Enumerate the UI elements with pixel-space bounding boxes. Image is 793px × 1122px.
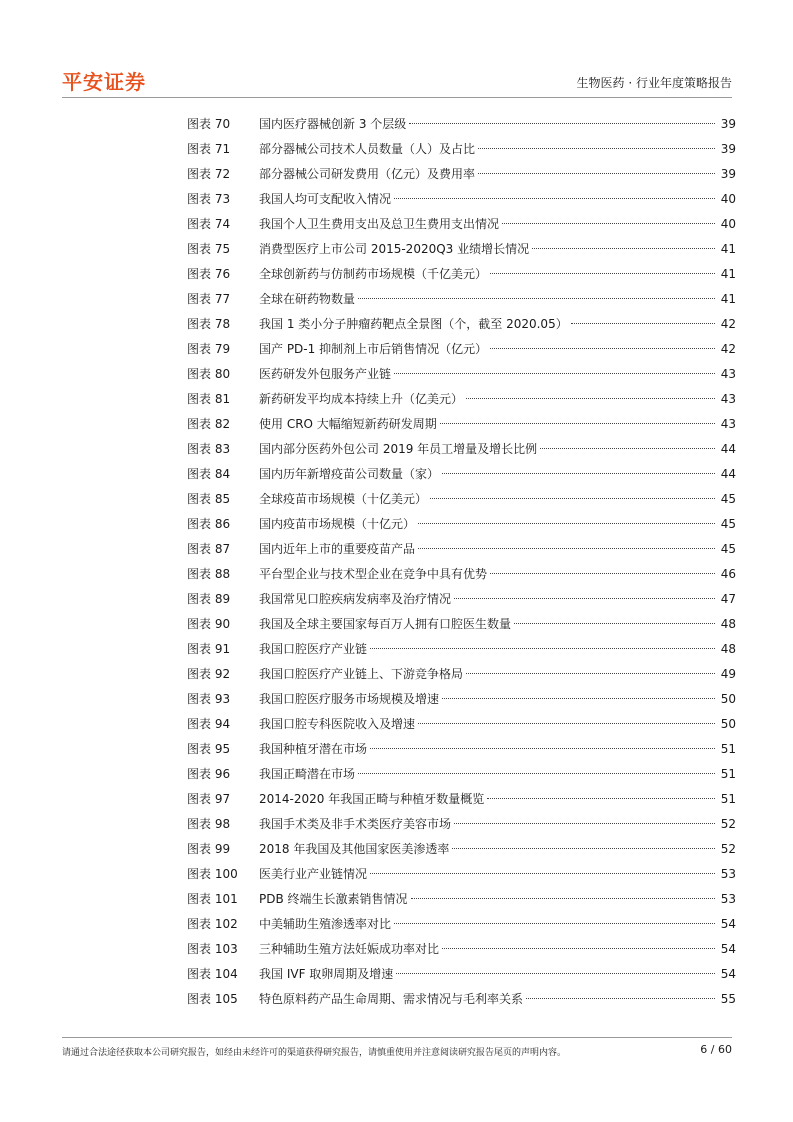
toc-dot-leader <box>487 798 715 799</box>
toc-entry-number: 图表 86 <box>187 517 231 531</box>
toc-entry-number: 图表 76 <box>187 267 231 281</box>
toc-entry[interactable] <box>187 112 736 137</box>
toc-entry-page: 41 <box>720 242 736 256</box>
toc-entry-title: 国内近年上市的重要疫苗产品 <box>259 542 416 556</box>
toc-entry[interactable] <box>187 262 736 287</box>
toc-entry-number: 图表 99 <box>187 842 231 856</box>
toc-entry-page: 54 <box>720 917 736 931</box>
toc-entry-page: 51 <box>720 767 736 781</box>
toc-entry-number: 图表 94 <box>187 717 231 731</box>
toc-dot-leader <box>370 873 715 874</box>
toc-entry[interactable] <box>187 862 736 887</box>
toc-entry-page: 40 <box>720 217 736 231</box>
toc-entry[interactable] <box>187 712 736 737</box>
toc-dot-leader <box>466 673 715 674</box>
toc-entry[interactable] <box>187 537 736 562</box>
toc-dot-leader <box>409 123 715 124</box>
toc-entry-page: 42 <box>720 342 736 356</box>
toc-entry-page: 53 <box>720 867 736 881</box>
toc-entry[interactable] <box>187 187 736 212</box>
toc-entry-number: 图表 79 <box>187 342 231 356</box>
toc-dot-leader <box>454 823 715 824</box>
toc-entry[interactable] <box>187 787 736 812</box>
toc-entry-number: 图表 103 <box>187 942 238 956</box>
toc-entry-number: 图表 93 <box>187 692 231 706</box>
toc-entry-page: 47 <box>720 592 736 606</box>
footer-disclaimer: 请通过合法途径获取本公司研究报告，如经由未经许可的渠道获得研究报告，请慎重使用并注意阅读研究报告尾页的声明内容。 <box>62 1048 567 1058</box>
toc-entry-title: 国产 PD-1 抑制剂上市后销售情况（亿元） <box>259 342 488 356</box>
toc-entry-page: 52 <box>720 817 736 831</box>
toc-entry[interactable] <box>187 612 736 637</box>
toc-entry-number: 图表 77 <box>187 292 231 306</box>
toc-entry-page: 48 <box>720 642 736 656</box>
toc-entry-number: 图表 81 <box>187 392 231 406</box>
toc-dot-leader <box>418 723 715 724</box>
toc-dot-leader <box>358 298 715 299</box>
toc-entry-number: 图表 78 <box>187 317 231 331</box>
toc-entry-page: 54 <box>720 942 736 956</box>
toc-entry[interactable] <box>187 412 736 437</box>
toc-entry-title: 国内疫苗市场规模（十亿元） <box>259 517 416 531</box>
toc-entry-number: 图表 80 <box>187 367 231 381</box>
toc-dot-leader <box>478 148 715 149</box>
toc-entry-page: 40 <box>720 192 736 206</box>
toc-entry-title: 我国 IVF 取卵周期及增速 <box>259 967 394 981</box>
toc-entry-page: 43 <box>720 367 736 381</box>
toc-entry-page: 42 <box>720 317 736 331</box>
header-divider <box>62 97 732 98</box>
toc-entry-page: 52 <box>720 842 736 856</box>
toc-entry-page: 41 <box>720 292 736 306</box>
toc-dot-leader <box>442 698 715 699</box>
toc-entry[interactable] <box>187 637 736 662</box>
toc-dot-leader <box>442 948 715 949</box>
toc-entry[interactable] <box>187 662 736 687</box>
toc-entry-page: 51 <box>720 742 736 756</box>
toc-dot-leader <box>396 973 715 974</box>
toc-entry[interactable] <box>187 337 736 362</box>
toc-entry-title: 三种辅助生殖方法妊娠成功率对比 <box>259 942 440 956</box>
toc-entry-title: 我国种植牙潜在市场 <box>259 742 368 756</box>
toc-entry[interactable] <box>187 837 736 862</box>
toc-dot-leader <box>370 748 715 749</box>
toc-entry-page: 54 <box>720 967 736 981</box>
toc-entry[interactable] <box>187 512 736 537</box>
toc-entry-page: 39 <box>720 117 736 131</box>
toc-entry-number: 图表 85 <box>187 492 231 506</box>
toc-dot-leader <box>418 548 715 549</box>
toc-entry-title: PDB 终端生长激素销售情况 <box>259 892 408 906</box>
toc-entry-number: 图表 96 <box>187 767 231 781</box>
toc-entry[interactable] <box>187 762 736 787</box>
toc-dot-leader <box>490 348 715 349</box>
toc-entry-page: 46 <box>720 567 736 581</box>
toc-entry-page: 45 <box>720 492 736 506</box>
toc-entry[interactable] <box>187 237 736 262</box>
toc-entry-number: 图表 100 <box>187 867 238 881</box>
toc-entry-title: 我国常见口腔疾病发病率及治疗情况 <box>259 592 452 606</box>
toc-entry[interactable] <box>187 587 736 612</box>
toc-entry-title: 全球在研药物数量 <box>259 292 356 306</box>
toc-dot-leader <box>370 648 715 649</box>
toc-entry-page: 55 <box>720 992 736 1006</box>
toc-dot-leader <box>442 473 715 474</box>
toc-entry[interactable] <box>187 387 736 412</box>
toc-entry[interactable] <box>187 312 736 337</box>
toc-dot-leader <box>571 323 715 324</box>
toc-entry[interactable] <box>187 912 736 937</box>
toc-entry-page: 39 <box>720 167 736 181</box>
toc-entry-number: 图表 72 <box>187 167 231 181</box>
toc-entry-title: 部分器械公司技术人员数量（人）及占比 <box>259 142 476 156</box>
toc-entry-number: 图表 75 <box>187 242 231 256</box>
toc-entry-title: 2014-2020 年我国正畸与种植牙数量概览 <box>259 792 485 806</box>
toc-entry-number: 图表 95 <box>187 742 231 756</box>
toc-entry-page: 51 <box>720 792 736 806</box>
toc-entry[interactable] <box>187 137 736 162</box>
toc-entry-page: 41 <box>720 267 736 281</box>
toc-dot-leader <box>526 998 715 999</box>
toc-entry[interactable] <box>187 287 736 312</box>
toc-dot-leader <box>418 523 715 524</box>
toc-entry-page: 45 <box>720 542 736 556</box>
toc-entry-number: 图表 73 <box>187 192 231 206</box>
toc-entry-title: 我国人均可支配收入情况 <box>259 192 392 206</box>
toc-entry-number: 图表 88 <box>187 567 231 581</box>
page-header <box>62 62 732 98</box>
toc-entry-page: 45 <box>720 517 736 531</box>
toc-dot-leader <box>540 448 715 449</box>
toc-entry-title: 中美辅助生殖渗透率对比 <box>259 917 392 931</box>
toc-entry-page: 50 <box>720 717 736 731</box>
toc-entry[interactable] <box>187 212 736 237</box>
toc-entry-number: 图表 71 <box>187 142 231 156</box>
toc-entry[interactable] <box>187 362 736 387</box>
toc-entry[interactable] <box>187 937 736 962</box>
toc-entry-title: 我国个人卫生费用支出及总卫生费用支出情况 <box>259 217 500 231</box>
page-number: 6 / 60 <box>700 1043 732 1056</box>
toc-dot-leader <box>394 373 715 374</box>
toc-entry-page: 44 <box>720 467 736 481</box>
toc-entry-number: 图表 92 <box>187 667 231 681</box>
toc-entry[interactable] <box>187 437 736 462</box>
toc-entry-number: 图表 83 <box>187 442 231 456</box>
toc-entry-number: 图表 82 <box>187 417 231 431</box>
toc-entry-number: 图表 70 <box>187 117 231 131</box>
toc-entry-title: 我国及全球主要国家每百万人拥有口腔医生数量 <box>259 617 512 631</box>
toc-dot-leader <box>452 848 715 849</box>
toc-entry-title: 医药研发外包服务产业链 <box>259 367 392 381</box>
toc-entry[interactable] <box>187 462 736 487</box>
toc-entry-title: 我国 1 类小分子肿瘤药靶点全景图（个，截至 2020.05） <box>259 317 568 331</box>
toc-entry-page: 49 <box>720 667 736 681</box>
toc-entry-title: 全球创新药与仿制药市场规模（千亿美元） <box>259 267 488 281</box>
toc-entry-title: 国内历年新增疫苗公司数量（家） <box>259 467 440 481</box>
toc-entry-number: 图表 90 <box>187 617 231 631</box>
table-of-figures <box>187 112 736 1012</box>
toc-entry-page: 44 <box>720 442 736 456</box>
toc-entry-number: 图表 91 <box>187 642 231 656</box>
toc-entry-title: 使用 CRO 大幅缩短新药研发周期 <box>259 417 437 431</box>
toc-dot-leader <box>502 223 715 224</box>
toc-entry-number: 图表 98 <box>187 817 231 831</box>
toc-entry-title: 部分器械公司研发费用（亿元）及费用率 <box>259 167 476 181</box>
toc-entry-title: 消费型医疗上市公司 2015-2020Q3 业绩增长情况 <box>259 242 530 256</box>
toc-entry-title: 我国正畸潜在市场 <box>259 767 356 781</box>
toc-entry-title: 2018 年我国及其他国家医美渗透率 <box>259 842 450 856</box>
toc-entry-title: 我国手术类及非手术类医疗美容市场 <box>259 817 452 831</box>
toc-dot-leader <box>411 898 715 899</box>
toc-entry-title: 新药研发平均成本持续上升（亿美元） <box>259 392 464 406</box>
brand-logo: 平安证券 <box>62 70 146 94</box>
toc-entry-title: 国内部分医药外包公司 2019 年员工增量及增长比例 <box>259 442 538 456</box>
toc-entry-page: 43 <box>720 392 736 406</box>
toc-entry-page: 50 <box>720 692 736 706</box>
footer-divider <box>62 1037 732 1038</box>
toc-entry-number: 图表 89 <box>187 592 231 606</box>
toc-dot-leader <box>358 773 715 774</box>
toc-entry-title: 医美行业产业链情况 <box>259 867 368 881</box>
page-footer <box>62 1043 732 1061</box>
toc-dot-leader <box>478 173 715 174</box>
toc-entry-page: 43 <box>720 417 736 431</box>
toc-dot-leader <box>430 498 715 499</box>
toc-entry-title: 国内医疗器械创新 3 个层级 <box>259 117 407 131</box>
toc-dot-leader <box>454 598 715 599</box>
toc-entry[interactable] <box>187 812 736 837</box>
toc-entry[interactable] <box>187 737 736 762</box>
toc-entry-number: 图表 101 <box>187 892 238 906</box>
toc-dot-leader <box>394 198 715 199</box>
report-type: 生物医药 · 行业年度策略报告 <box>576 76 732 90</box>
toc-entry-title: 我国口腔医疗产业链上、下游竞争格局 <box>259 667 464 681</box>
toc-entry-title: 我国口腔医疗服务市场规模及增速 <box>259 692 440 706</box>
toc-entry-number: 图表 87 <box>187 542 231 556</box>
toc-entry-number: 图表 104 <box>187 967 238 981</box>
toc-entry-page: 48 <box>720 617 736 631</box>
toc-entry-number: 图表 105 <box>187 992 238 1006</box>
toc-entry[interactable] <box>187 687 736 712</box>
toc-dot-leader <box>490 273 715 274</box>
toc-entry-number: 图表 84 <box>187 467 231 481</box>
toc-entry[interactable] <box>187 962 736 987</box>
toc-entry-title: 我国口腔专科医院收入及增速 <box>259 717 416 731</box>
toc-entry-title: 我国口腔医疗产业链 <box>259 642 368 656</box>
toc-entry-number: 图表 74 <box>187 217 231 231</box>
toc-dot-leader <box>394 923 715 924</box>
toc-dot-leader <box>466 398 715 399</box>
toc-dot-leader <box>490 573 715 574</box>
toc-dot-leader <box>440 423 715 424</box>
toc-entry-page: 53 <box>720 892 736 906</box>
toc-entry[interactable] <box>187 887 736 912</box>
toc-entry-title: 特色原料药产品生命周期、需求情况与毛利率关系 <box>259 992 524 1006</box>
toc-entry[interactable] <box>187 987 736 1012</box>
toc-entry-number: 图表 97 <box>187 792 231 806</box>
toc-entry-title: 平台型企业与技术型企业在竞争中具有优势 <box>259 567 488 581</box>
toc-dot-leader <box>514 623 715 624</box>
toc-entry[interactable] <box>187 562 736 587</box>
toc-entry-page: 39 <box>720 142 736 156</box>
toc-entry-title: 全球疫苗市场规模（十亿美元） <box>259 492 428 506</box>
toc-entry-number: 图表 102 <box>187 917 238 931</box>
toc-dot-leader <box>532 248 715 249</box>
toc-entry[interactable] <box>187 162 736 187</box>
toc-entry[interactable] <box>187 487 736 512</box>
